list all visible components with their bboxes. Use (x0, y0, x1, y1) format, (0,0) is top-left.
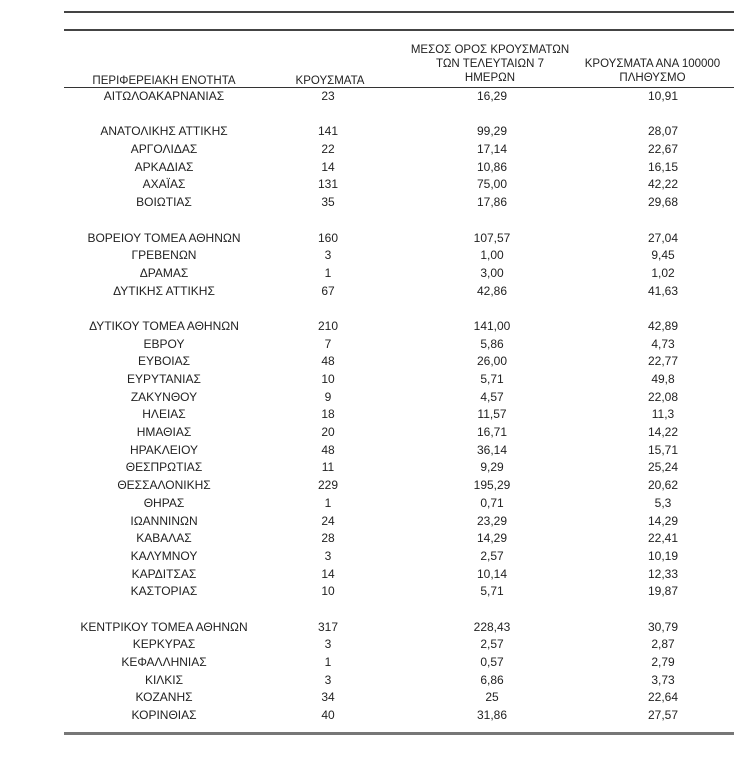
cell-avg7: 9,29 (480, 460, 504, 475)
cell-avg7: 14,29 (476, 531, 508, 546)
cell-cases: 10 (321, 584, 335, 599)
cell-region: ΑΡΓΟΛΙΔΑΣ (130, 142, 198, 157)
cell-cases: 3 (324, 672, 332, 687)
cell-cases: 131 (317, 177, 339, 192)
cell-per100k: 22,67 (647, 142, 679, 157)
table-row (64, 672, 734, 690)
cell-per100k: 2,87 (651, 637, 675, 652)
cell-avg7: 10,86 (476, 159, 508, 174)
table-row (64, 442, 734, 460)
cell-cases: 1 (324, 655, 332, 669)
cell-region: ΕΥΡΥΤΑΝΙΑΣ (127, 372, 201, 386)
cell-per100k: 16,15 (647, 159, 679, 174)
cell-per100k: 27,04 (647, 230, 679, 245)
cell-cases: 317 (317, 619, 339, 634)
cell-avg7: 26,00 (476, 354, 508, 369)
table-row (64, 389, 734, 407)
table-row (64, 283, 734, 301)
header-avg7 (390, 43, 590, 85)
cell-cases: 67 (321, 283, 335, 298)
cell-per100k: 42,22 (647, 177, 679, 192)
header-per100k-line1: ΚΡΟΥΣΜΑΤΑ ΑΝΑ 100000 (584, 58, 721, 70)
cell-region: ΑΧΑΪΑΣ (142, 177, 186, 192)
table-row (64, 141, 734, 159)
cell-per100k: 49,8 (651, 372, 675, 386)
cell-avg7: 11,57 (477, 407, 507, 422)
cell-avg7: 75,00 (476, 177, 508, 192)
table-row (64, 123, 734, 141)
cell-per100k: 11,3 (651, 407, 675, 422)
table-row (64, 495, 734, 513)
cell-cases: 210 (317, 318, 339, 333)
cell-avg7: 36,14 (476, 442, 508, 457)
cell-per100k: 28,07 (647, 124, 679, 139)
cell-avg7: 17,86 (476, 195, 508, 210)
table-row (64, 336, 734, 354)
top-rule (64, 11, 734, 13)
table-row (64, 406, 734, 424)
table-row (64, 636, 734, 654)
table-row (64, 459, 734, 477)
header-top-rule (64, 29, 734, 31)
cell-avg7: 5,71 (480, 584, 504, 599)
cell-region: ΚΕΝΤΡΙΚΟΥ ΤΟΜΕΑ ΑΘΗΝΩΝ (80, 619, 248, 634)
cell-cases: 3 (324, 637, 332, 652)
cell-region: ΓΡΕΒΕΝΩΝ (131, 248, 197, 263)
cell-region: ΔΥΤΙΚΟΥ ΤΟΜΕΑ ΑΘΗΝΩΝ (89, 318, 239, 333)
header-avg7-line3: ΗΜΕΡΩΝ (464, 72, 516, 84)
cell-region: ΔΡΑΜΑΣ (139, 265, 189, 280)
header-per100k (565, 57, 734, 85)
table-row (64, 654, 734, 672)
table-row (64, 176, 734, 194)
cell-per100k: 12,33 (647, 566, 679, 581)
cell-cases: 14 (321, 159, 335, 174)
header-cases: ΚΡΟΥΣΜΑΤΑ (295, 75, 365, 87)
table-row (64, 548, 734, 566)
cell-avg7: 10,14 (476, 566, 508, 581)
cell-region: ΘΗΡΑΣ (143, 495, 185, 510)
cell-cases: 7 (324, 336, 332, 351)
cell-avg7: 107,57 (473, 230, 511, 245)
cell-avg7: 5,71 (480, 372, 504, 386)
cell-per100k: 29,68 (647, 195, 679, 210)
cell-per100k: 14,29 (647, 513, 679, 528)
table-row (64, 707, 734, 725)
cell-per100k: 20,62 (647, 478, 679, 493)
table-row (64, 583, 734, 601)
cell-region: ΚΑΛΥΜΝΟΥ (130, 548, 198, 563)
cell-per100k: 2,79 (651, 655, 675, 669)
cell-avg7: 5,86 (480, 336, 504, 351)
cell-per100k: 25,24 (647, 460, 679, 475)
cell-cases: 24 (321, 513, 335, 528)
cell-per100k: 22,41 (647, 531, 679, 546)
cell-region: ΚΑΣΤΟΡΙΑΣ (130, 584, 198, 599)
cell-per100k: 3,73 (651, 672, 675, 687)
cell-region: ΚΑΒΑΛΑΣ (136, 531, 192, 546)
cell-avg7: 99,29 (476, 124, 508, 139)
cell-per100k: 4,73 (651, 336, 675, 351)
cell-region: ΚΑΡΔΙΤΣΑΣ (131, 566, 197, 581)
cell-cases: 3 (324, 248, 332, 263)
header-avg7-line2: ΤΩΝ ΤΕΛΕΥΤΑΙΩΝ 7 (436, 58, 544, 70)
cell-region: ΕΒΡΟΥ (143, 336, 185, 351)
cell-cases: 40 (321, 708, 335, 723)
cell-cases: 1 (324, 265, 332, 280)
cell-region: ΖΑΚΥΝΘΟΥ (130, 389, 198, 404)
table-row (64, 530, 734, 548)
table-row (64, 247, 734, 265)
cell-region: ΒΟΙΩΤΙΑΣ (136, 195, 192, 210)
header-avg7-line1: ΜΕΣΟΣ ΟΡΟΣ ΚΡΟΥΣΜΑΤΩΝ (410, 44, 570, 56)
cell-cases: 1 (324, 495, 332, 510)
cell-avg7: 195,29 (473, 478, 511, 493)
cell-region: ΗΛΕΙΑΣ (142, 407, 186, 422)
cell-cases: 35 (321, 195, 335, 210)
cell-per100k: 9,45 (651, 248, 675, 263)
cell-per100k: 30,79 (647, 619, 679, 634)
table-row (64, 353, 734, 371)
table-row (64, 194, 734, 212)
cell-avg7: 141,00 (473, 318, 511, 333)
cell-per100k: 19,87 (647, 584, 679, 599)
cell-cases: 48 (321, 354, 335, 369)
cell-avg7: 16,29 (476, 89, 508, 103)
cell-cases: 20 (321, 425, 335, 440)
cell-avg7: 6,86 (480, 672, 504, 687)
cell-cases: 48 (321, 442, 335, 457)
cell-per100k: 14,22 (647, 425, 679, 440)
cell-per100k: 10,19 (647, 548, 679, 563)
cell-cases: 160 (317, 230, 339, 245)
cell-avg7: 23,29 (476, 513, 508, 528)
cell-per100k: 5,3 (654, 495, 672, 510)
header-per100k-line2: ΠΛΗΘΥΣΜΟ (619, 72, 686, 84)
cell-per100k: 10,91 (647, 89, 679, 103)
cell-region: ΑΝΑΤΟΛΙΚΗΣ ΑΤΤΙΚΗΣ (100, 124, 228, 139)
cell-region: ΔΥΤΙΚΗΣ ΑΤΤΙΚΗΣ (113, 283, 215, 298)
table-row (64, 513, 734, 531)
cell-avg7: 17,14 (476, 142, 508, 157)
cell-cases: 23 (321, 89, 335, 103)
cell-region: ΘΕΣΣΑΛΟΝΙΚΗΣ (117, 478, 211, 493)
cell-per100k: 41,63 (647, 283, 679, 298)
cell-region: ΗΜΑΘΙΑΣ (136, 425, 192, 440)
table-body (64, 88, 734, 725)
table-row (64, 566, 734, 584)
cell-cases: 9 (324, 389, 332, 404)
cell-cases: 11 (321, 460, 335, 475)
cell-region: ΚΕΦΑΛΛΗΝΙΑΣ (121, 655, 207, 669)
cell-region: ΑΙΤΩΛΟΑΚΑΡΝΑΝΙΑΣ (103, 89, 225, 103)
cell-per100k: 42,89 (647, 318, 679, 333)
cell-avg7: 16,71 (476, 425, 508, 440)
table-row (64, 424, 734, 442)
cell-cases: 10 (321, 372, 335, 386)
cell-avg7: 0,71 (480, 495, 504, 510)
cell-region: ΕΥΒΟΙΑΣ (137, 354, 191, 369)
table-row (64, 689, 734, 707)
table-row (64, 88, 734, 106)
cell-region: ΚΟΖΑΝΗΣ (135, 690, 193, 705)
cell-cases: 28 (321, 531, 335, 546)
cell-avg7: 0,57 (480, 655, 504, 669)
table-row (64, 159, 734, 177)
table-row (64, 265, 734, 283)
cell-avg7: 2,57 (480, 548, 504, 563)
cell-region: ΚΟΡΙΝΘΙΑΣ (131, 708, 197, 723)
cell-region: ΚΕΡΚΥΡΑΣ (132, 637, 196, 652)
cell-per100k: 22,77 (647, 354, 679, 369)
cell-avg7: 3,00 (480, 265, 504, 280)
cell-per100k: 22,64 (647, 690, 679, 705)
cell-cases: 141 (317, 124, 339, 139)
cell-avg7: 2,57 (480, 637, 504, 652)
table-row (64, 371, 734, 389)
cell-avg7: 228,43 (473, 619, 511, 634)
cell-avg7: 25 (485, 690, 499, 705)
header-region: ΠΕΡΙΦΕΡΕΙΑΚΗ ΕΝΟΤΗΤΑ (92, 75, 236, 87)
cell-region: ΚΙΛΚΙΣ (144, 672, 184, 687)
cell-per100k: 15,71 (647, 442, 679, 457)
cell-per100k: 27,57 (647, 708, 679, 723)
table-row (64, 619, 734, 637)
cell-avg7: 1,00 (480, 248, 504, 263)
cell-per100k: 1,02 (651, 265, 675, 280)
cell-cases: 22 (321, 142, 335, 157)
cell-cases: 18 (321, 407, 335, 422)
cell-region: ΘΕΣΠΡΩΤΙΑΣ (125, 460, 203, 475)
table-row (64, 230, 734, 248)
cell-avg7: 42,86 (476, 283, 508, 298)
table-bottom-rule (64, 732, 734, 735)
table-row (64, 477, 734, 495)
cell-region: ΙΩΑΝΝΙΝΩΝ (130, 513, 198, 528)
cell-cases: 34 (321, 690, 335, 705)
cell-region: ΒΟΡΕΙΟΥ ΤΟΜΕΑ ΑΘΗΝΩΝ (87, 230, 241, 245)
cell-avg7: 4,57 (480, 389, 504, 404)
cell-cases: 3 (324, 548, 332, 563)
table-row (64, 318, 734, 336)
cell-per100k: 22,08 (647, 389, 679, 404)
cell-cases: 14 (321, 566, 335, 581)
cell-region: ΗΡΑΚΛΕΙΟΥ (129, 442, 199, 457)
cell-avg7: 31,86 (476, 708, 508, 723)
cell-region: ΑΡΚΑΔΙΑΣ (134, 159, 194, 174)
cell-cases: 229 (317, 478, 339, 493)
